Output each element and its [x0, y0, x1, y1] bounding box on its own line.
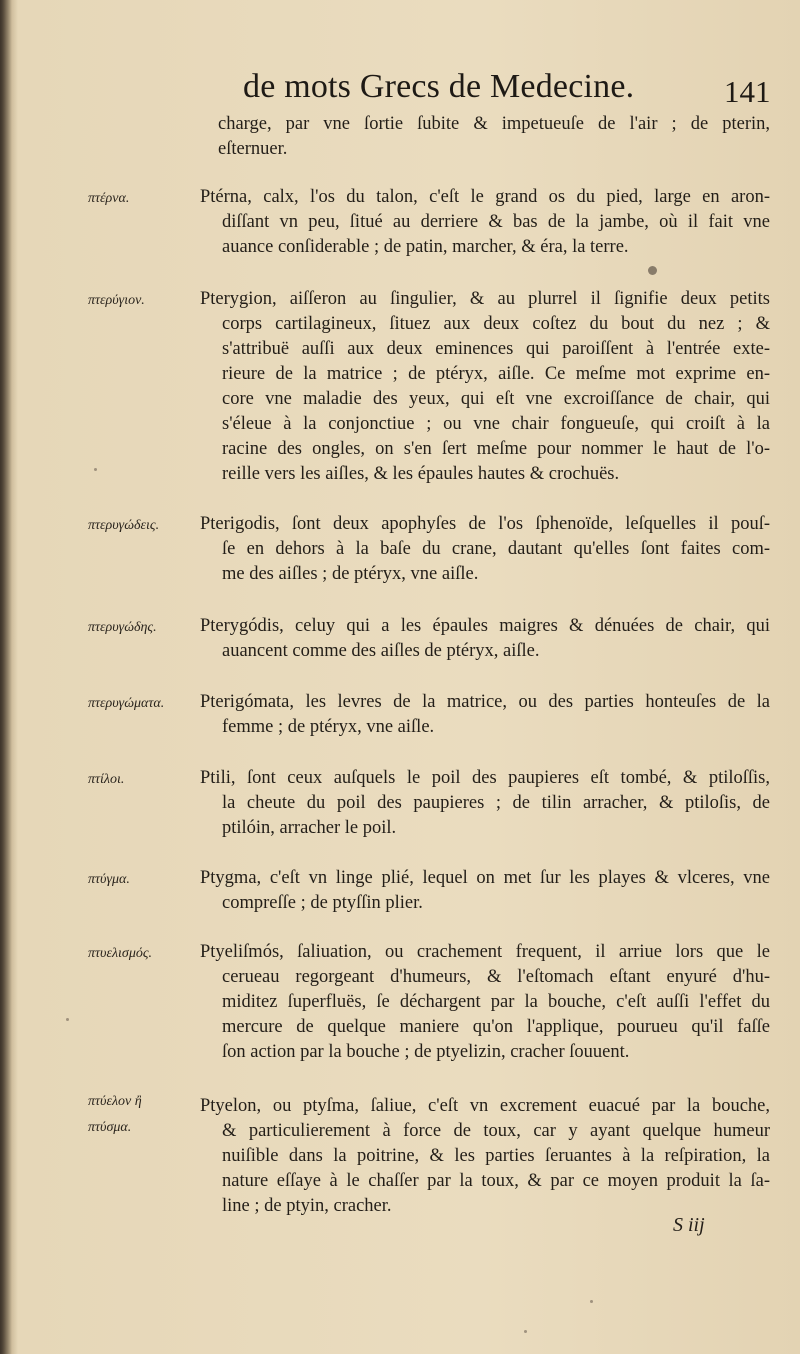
text-line: cerueau regorgeant d'humeurs, & l'eſtomach eſtant enyuré d'hu-	[222, 967, 770, 987]
text-line: racine des ongles, on s'en ſert meſme pour nommer le haut de l'o-	[222, 439, 770, 459]
entry-text	[200, 614, 770, 664]
text-line: la cheute du poil des paupieres ; de tilin arracher, & ptiloſis, de	[222, 793, 770, 813]
text-line: reille vers les aiſles, & les épaules hautes & crochuës.	[222, 464, 620, 484]
page-number: 141	[724, 74, 771, 109]
text-line: ptilóin, arracher le poil.	[222, 818, 397, 838]
greek-headword: πτύσμα.	[88, 1120, 132, 1135]
greek-headword: πτερυγώδεις.	[88, 518, 160, 533]
entry-text	[200, 512, 770, 587]
text-line: ſe en dehors à la baſe du crane, dautant qu'elles ſont faites com-	[222, 539, 770, 559]
text-line: nature eſſaye à le chaſſer par la toux, & par ce moyen produit la ſa-	[222, 1171, 770, 1191]
binding-gutter	[0, 0, 12, 1354]
greek-headword: πτερυγώδης.	[88, 620, 157, 635]
entry-text	[200, 690, 770, 740]
text-line: auance conſiderable ; de patin, marcher, & éra, la terre.	[222, 237, 629, 257]
text-line: diſſant vn peu, ſitué au derriere & bas de la jambe, où il fait vne	[222, 212, 770, 232]
text-line: Pterigómata, les levres de la matrice, ou des parties honteuſes de la	[200, 692, 770, 712]
text-line: me des aiſles ; de ptéryx, vne aiſle.	[222, 564, 479, 584]
paper-speck-decoration	[590, 1300, 593, 1303]
greek-headword: πτέρνα.	[88, 191, 130, 206]
text-line: compreſſe ; de ptyſſin plier.	[222, 893, 423, 913]
text-line: Pterigodis, ſont deux apophyſes de l'os ſphenoïde, leſquelles il pouſ-	[200, 514, 770, 534]
greek-headword: πτερύγιον.	[88, 293, 145, 308]
entry-text	[200, 287, 770, 487]
text-line: charge, par vne ſortie ſubite & impetueuſe de l'air ; de pterin,	[218, 114, 770, 134]
text-line: Pterygódis, celuy qui a les épaules maigres & dénuées de chair, qui	[200, 616, 770, 636]
ink-blot-decoration	[648, 266, 657, 275]
text-line: line ; de ptyin, cracher.	[222, 1196, 392, 1216]
entry-text	[200, 866, 770, 916]
text-line: ſon action par la bouche ; de ptyelizin, cracher ſouuent.	[222, 1042, 630, 1062]
text-line: & particulierement à force de toux, car y ayant quelque humeur	[222, 1121, 770, 1141]
entry-text	[200, 185, 770, 260]
text-line: mercure de quelque maniere qu'on l'applique, pourueu qu'il faſſe	[222, 1017, 770, 1037]
text-line: Ptygma, c'eſt vn linge plié, lequel on met ſur les playes & vlceres, vne	[200, 868, 770, 888]
text-line: s'attribuë auſſi aux deux eminences qui paroiſſent à l'entrée exte-	[222, 339, 770, 359]
page-header	[0, 68, 800, 118]
text-line: s'éleue à la conjonctiue ; ou vne chair fongueuſe, qui croiſt à la	[222, 414, 770, 434]
text-line: core vne maladie des yeux, qui eſt vne excroiſſance de chair, qui	[222, 389, 770, 409]
text-line: rieure de la matrice ; de ptéryx, aiſle. Ce meſme mot exprime en-	[222, 364, 770, 384]
running-title: de mots Grecs de Medecine.	[243, 68, 635, 105]
text-line: Ptyelon, ou ptyſma, ſaliue, c'eſt vn excrement euacué par la bouche,	[200, 1096, 770, 1116]
text-line: miditez ſuperfluës, ſe déchargent par la bouche, c'eſt auſſi l'effet du	[222, 992, 770, 1012]
text-line: femme ; de ptéryx, vne aiſle.	[222, 717, 435, 737]
signature-mark: S iij	[673, 1214, 705, 1236]
text-line: Ptyeliſmós, ſaliuation, ou crachement frequent, il arriue lors que le	[200, 942, 770, 962]
greek-headword: πτύελον ἢ	[88, 1094, 142, 1109]
entry-text	[218, 112, 770, 162]
paper-speck-decoration	[66, 1018, 69, 1021]
paper-speck-decoration	[94, 468, 97, 471]
text-line: nuiſible dans la poitrine, & les parties ſeruantes à la reſpiration, la	[222, 1146, 770, 1166]
text-line: Ptérna, calx, l'os du talon, c'eſt le grand os du pied, large en aron-	[200, 187, 770, 207]
entry-text	[200, 766, 770, 841]
greek-headword: πτυελισμός.	[88, 946, 153, 961]
entry-text	[200, 1094, 770, 1219]
text-line: corps cartilagineux, ſituez aux deux coſtez du bout du nez ; &	[222, 314, 770, 334]
entry-text	[200, 940, 770, 1065]
greek-headword: πτύγμα.	[88, 872, 130, 887]
text-line: eſternuer.	[218, 139, 288, 159]
text-line: Pterygion, aiſſeron au ſingulier, & au plurrel il ſignifie deux petits	[200, 289, 770, 309]
greek-headword: πτίλοι.	[88, 772, 125, 787]
text-line: auancent comme des aiſles de ptéryx, aiſle.	[222, 641, 540, 661]
text-line: Ptili, ſont ceux auſquels le poil des paupieres eſt tombé, & ptiloſſis,	[200, 768, 770, 788]
greek-headword: πτερυγώματα.	[88, 696, 165, 711]
paper-speck-decoration	[524, 1330, 527, 1333]
